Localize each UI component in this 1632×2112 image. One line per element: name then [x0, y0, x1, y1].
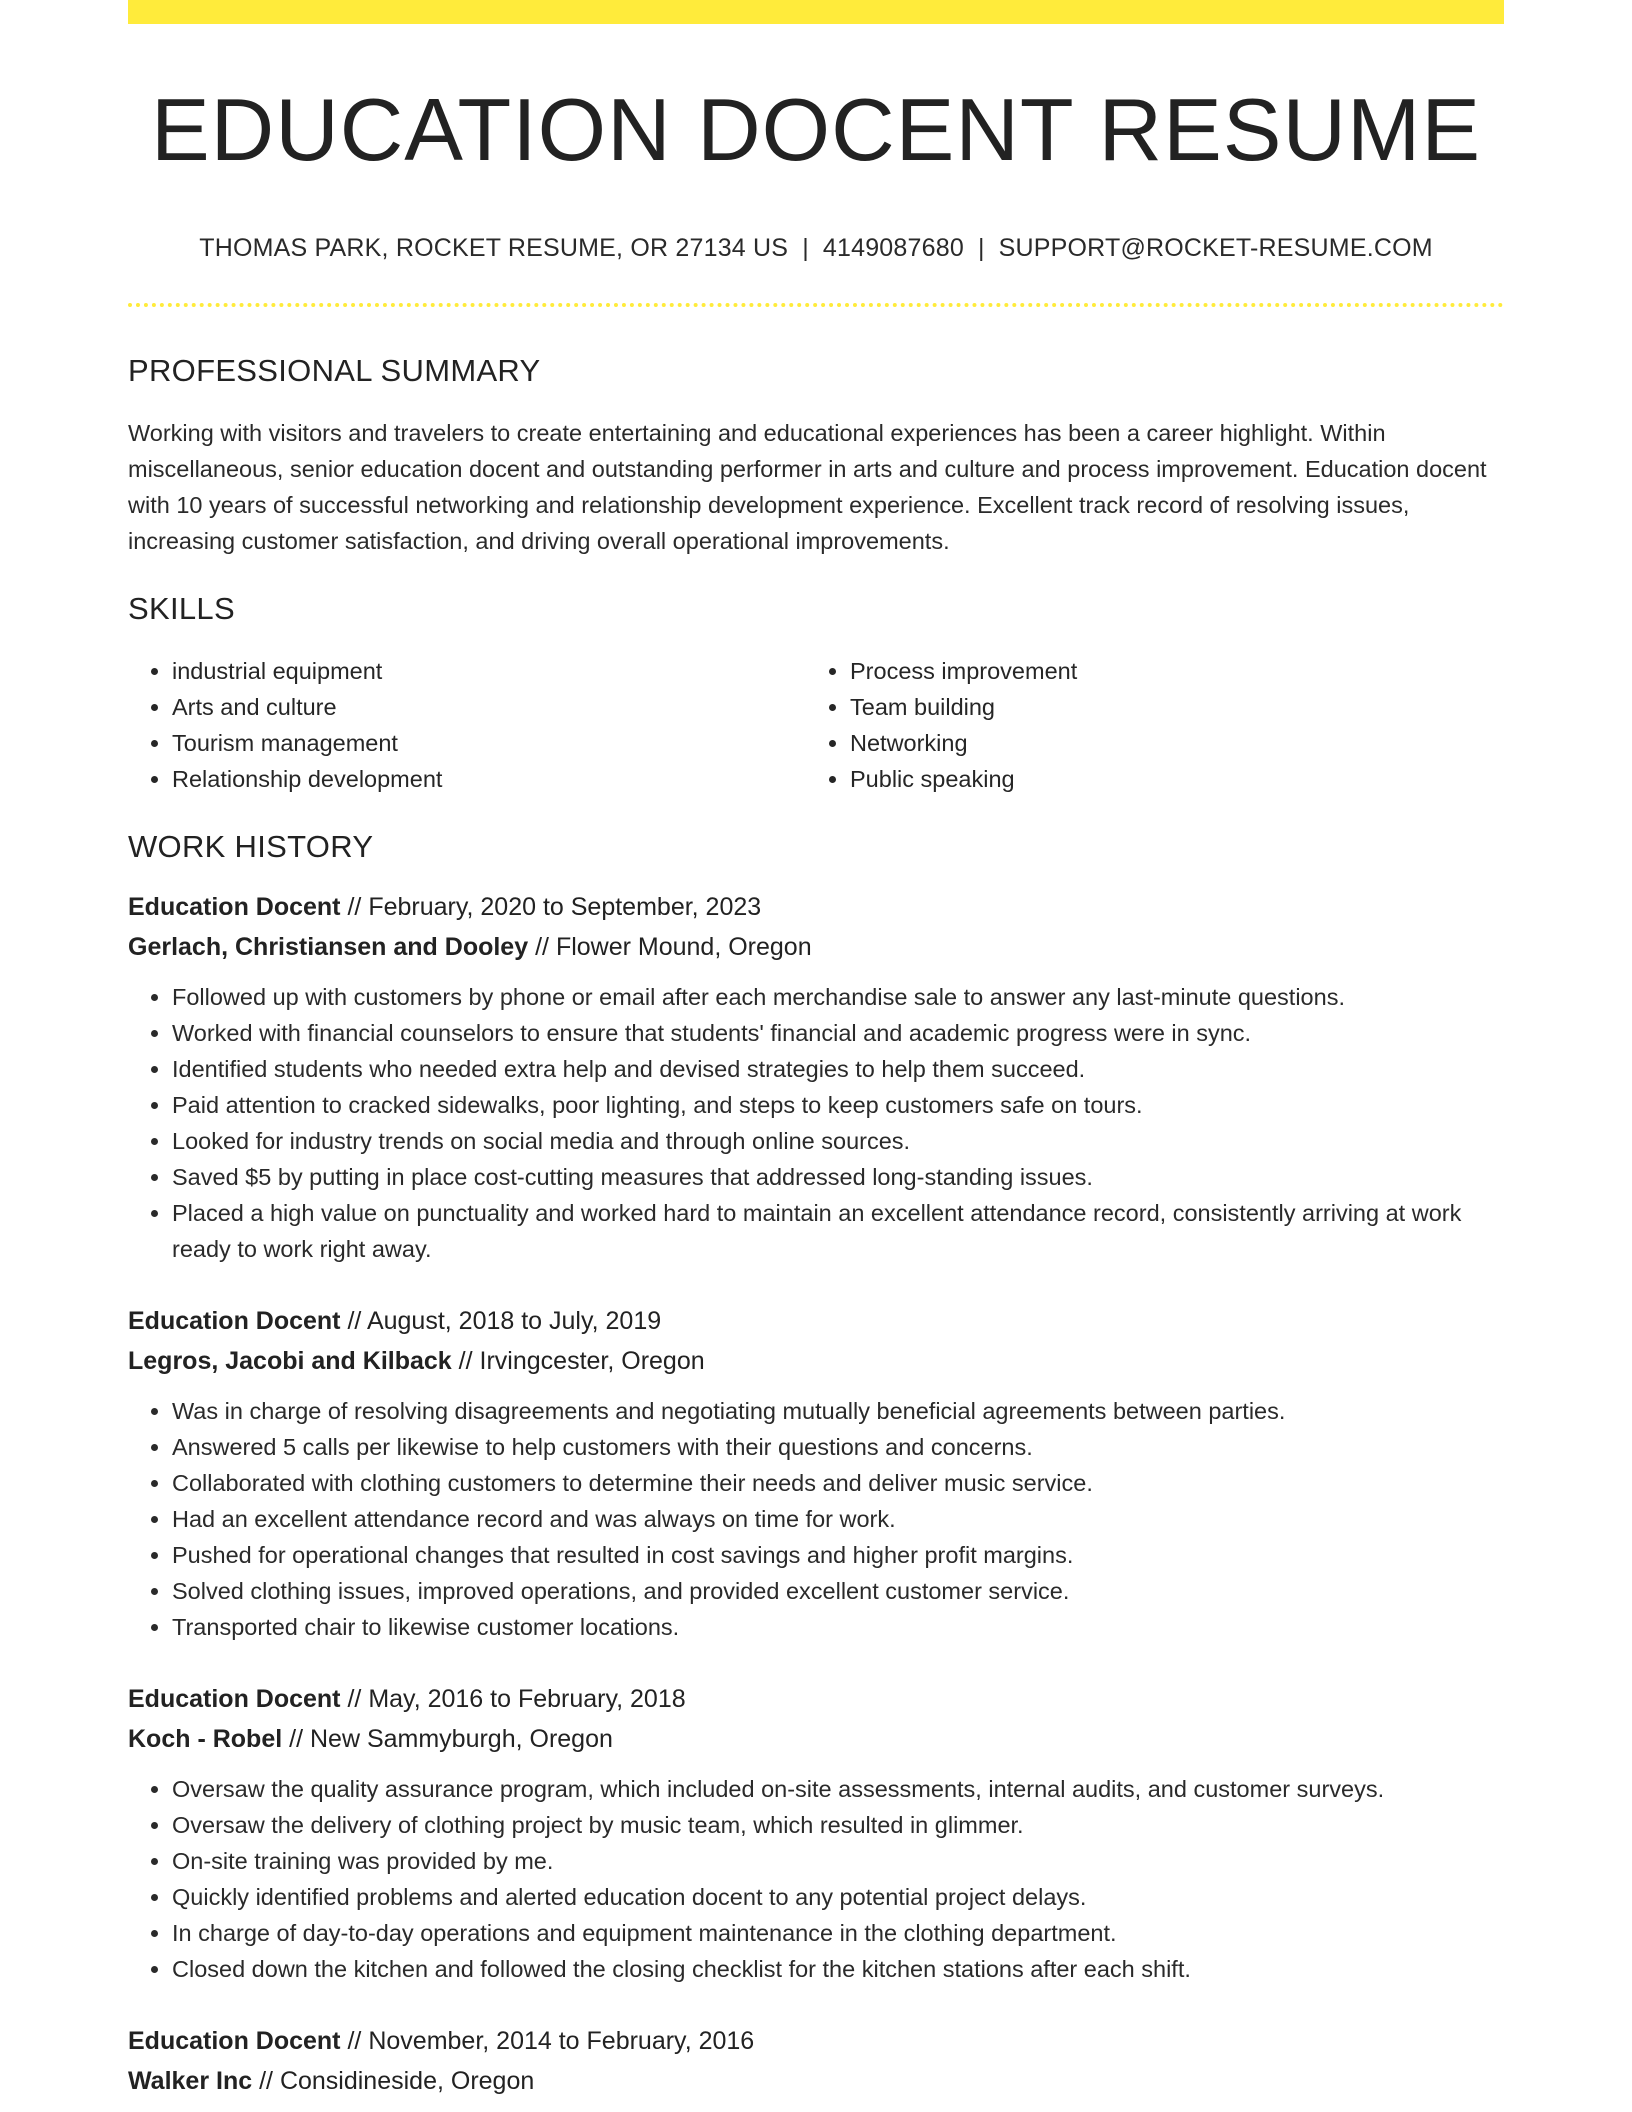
job-bullets — [128, 1771, 1504, 1987]
contact-email: SUPPORT@ROCKET-RESUME.COM — [998, 234, 1433, 262]
skill-item: • Public speaking — [850, 761, 1484, 797]
summary-text: Working with visitors and travelers to create entertaining and educational experiences has been a career highlight. Within miscellaneous, senior education docent and outstanding performer in arts and culture and process improvement. Education docent with 10 years of successful networking and relationship development experience. Excellent track record of resolving issues, increasing customer satisfaction, and driving overall operational improvements. — [128, 420, 1487, 554]
job-company-line — [128, 2061, 1504, 2101]
job-bullet: • Paid attention to cracked sidewalks, poor lighting, and steps to keep customers safe on tours. — [172, 1087, 1504, 1123]
job-company: Legros, Jacobi and Kilback — [128, 1347, 452, 1375]
skills-column-right — [806, 653, 1484, 797]
job-bullet: • Transported chair to likewise customer locations. — [172, 1609, 1504, 1645]
job-title: Education Docent — [128, 1685, 341, 1713]
job-company: Gerlach, Christiansen and Dooley — [128, 933, 529, 961]
job-company: Walker Inc — [128, 2067, 253, 2095]
accent-bar — [128, 0, 1504, 24]
job-dates: February, 2020 to September, 2023 — [368, 893, 762, 921]
job-bullet: • Had an excellent attendance record and was always on time for work. — [172, 1501, 1504, 1537]
job-location: New Sammyburgh, Oregon — [309, 1725, 613, 1753]
job-bullet: • Followed up with customers by phone or email after each merchandise sale to answer any last-minute questions. — [172, 979, 1504, 1015]
skill-item: • Arts and culture — [172, 689, 806, 725]
contact-separator: | — [977, 234, 985, 262]
job-separator: // — [458, 1347, 473, 1375]
job-entry — [128, 1679, 1504, 1987]
skill-item: • Tourism management — [172, 725, 806, 761]
job-bullet: • Collaborated with clothing customers to determine their needs and deliver music service. — [172, 1465, 1504, 1501]
contact-phone: 4149087680 — [822, 234, 964, 262]
job-bullet: • Answered 5 calls per likewise to help customers with their questions and concerns. — [172, 1429, 1504, 1465]
skill-item: • Process improvement — [850, 653, 1484, 689]
skill-item: • Networking — [850, 725, 1484, 761]
job-company-line — [128, 1719, 1504, 1759]
job-bullet: • Saved $5 by putting in place cost-cutting measures that addressed long-standing issues. — [172, 1159, 1504, 1195]
dotted-divider — [128, 303, 1504, 307]
job-location: Irvingcester, Oregon — [479, 1347, 705, 1375]
skills-list — [128, 653, 1504, 797]
job-title-line — [128, 1301, 1504, 1341]
job-bullet: • Pushed for operational changes that resulted in cost savings and higher profit margins. — [172, 1537, 1504, 1573]
job-title-line — [128, 887, 1504, 927]
job-dates: August, 2018 to July, 2019 — [366, 1307, 662, 1335]
job-bullet: • Oversaw the quality assurance program, which included on-site assessments, internal audits, and customer surveys. — [172, 1771, 1504, 1807]
job-bullet: • Placed a high value on punctuality and worked hard to maintain an excellent attendance record, consistently arriving at work ready to work right away. — [172, 1195, 1504, 1267]
contact-line — [128, 234, 1504, 263]
job-location: Flower Mound, Oregon — [555, 933, 812, 961]
job-separator: // — [347, 2027, 362, 2055]
job-separator: // — [347, 893, 362, 921]
job-bullet: • Quickly identified problems and alerted education docent to any potential project delays. — [172, 1879, 1504, 1915]
job-separator: // — [347, 1685, 362, 1713]
contact-address: THOMAS PARK, ROCKET RESUME, OR 27134 US — [199, 234, 789, 262]
job-entry — [128, 1301, 1504, 1645]
job-title-line — [128, 2021, 1504, 2061]
job-bullet: • Was in charge of resolving disagreements and negotiating mutually beneficial agreements between parties. — [172, 1393, 1504, 1429]
job-company-line — [128, 927, 1504, 967]
job-bullet: • Oversaw the delivery of clothing project by music team, which resulted in glimmer. — [172, 1807, 1504, 1843]
job-bullet: • In charge of day-to-day operations and equipment maintenance in the clothing department. — [172, 1915, 1504, 1951]
skill-item: • Relationship development — [172, 761, 806, 797]
skill-item: • industrial equipment — [172, 653, 806, 689]
job-company: Koch - Robel — [128, 1725, 283, 1753]
skill-item: • Team building — [850, 689, 1484, 725]
contact-separator: | — [802, 234, 809, 262]
job-title: Education Docent — [128, 2027, 341, 2055]
skills-heading: SKILLS — [128, 591, 235, 626]
resume-title: EDUCATION DOCENT RESUME — [150, 80, 1482, 179]
job-company-line — [128, 1341, 1504, 1381]
job-entry — [128, 2021, 1504, 2101]
skills-column-left — [128, 653, 806, 797]
job-bullets — [128, 1393, 1504, 1645]
work-history-heading: WORK HISTORY — [128, 829, 374, 864]
job-title: Education Docent — [128, 1307, 341, 1335]
job-bullet: • Identified students who needed extra help and devised strategies to help them succeed. — [172, 1051, 1504, 1087]
job-separator: // — [289, 1725, 304, 1753]
job-bullet: • Worked with financial counselors to ensure that students' financial and academic progress were in sync. — [172, 1015, 1504, 1051]
job-bullets — [128, 979, 1504, 1267]
summary-heading: PROFESSIONAL SUMMARY — [128, 353, 541, 388]
job-title-line — [128, 1679, 1504, 1719]
job-bullet: • Closed down the kitchen and followed the closing checklist for the kitchen stations after each shift. — [172, 1951, 1504, 1987]
job-bullet: • On-site training was provided by me. — [172, 1843, 1504, 1879]
resume-page — [128, 0, 1504, 2101]
job-dates: November, 2014 to February, 2016 — [368, 2027, 755, 2055]
job-entry — [128, 887, 1504, 1267]
job-separator: // — [259, 2067, 273, 2095]
job-bullet: • Looked for industry trends on social media and through online sources. — [172, 1123, 1504, 1159]
job-separator: // — [535, 933, 549, 961]
job-bullet: • Solved clothing issues, improved operations, and provided excellent customer service. — [172, 1573, 1504, 1609]
job-title: Education Docent — [128, 893, 341, 921]
job-separator: // — [347, 1307, 362, 1335]
job-dates: May, 2016 to February, 2018 — [368, 1685, 686, 1713]
job-location: Considineside, Oregon — [279, 2067, 535, 2095]
